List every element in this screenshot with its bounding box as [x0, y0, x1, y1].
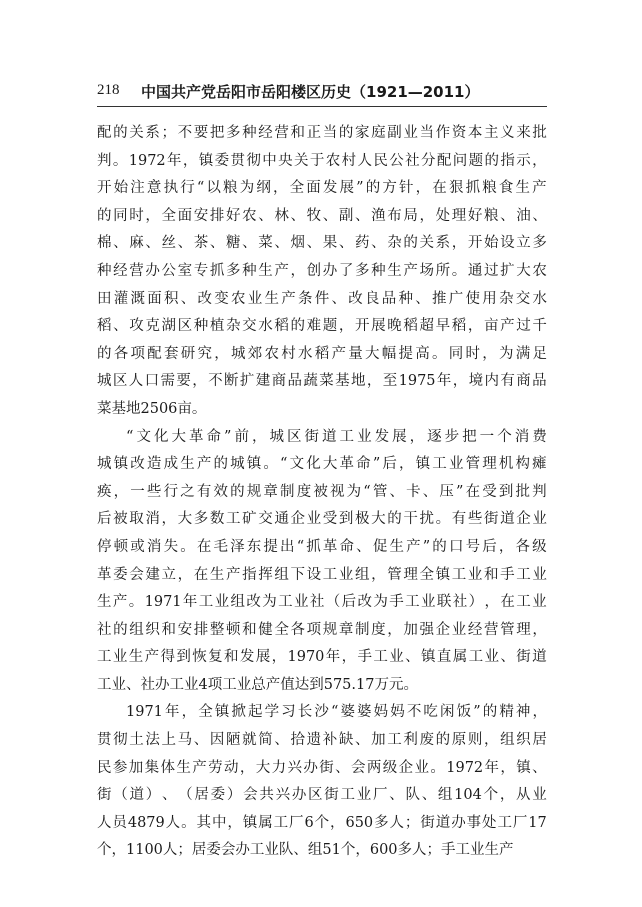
text-line: 的 同 时 ， 全 面 安 排 好 农 、 林 、 牧 、 副 、 渔 布 局 ， 处 理 好 粮 、 油 、: [97, 207, 547, 224]
text-line: 工 业 生 产 得 到 恢 复 和 发 展 ， 1970 年 ， 手 工 业 、 镇 直 属 工 业 、 街 道: [97, 649, 547, 666]
paragraph: [97, 424, 547, 700]
text-line: 配 的 关 系 ； 不 要 把 多 种 经 营 和 正 当 的 家 庭 副 业 当 作 资 本 主 义 来 批: [97, 125, 547, 141]
text-line: 革 委 会 建 立 ， 在 生 产 指 挥 组 下 设 工 业 组 ， 管 理 全 镇 工 业 和 手 工 业: [97, 566, 547, 583]
text-line: 后 被 取 消 ， 大 多 数 工 矿 交 通 企 业 受 到 极 大 的 干 扰 。 有 些 街 道 企 业: [97, 511, 547, 528]
text-line: 棉 、 麻 、 丝 、 茶 、 糖 、 菜 、 烟 、 果 、 药 、 杂 的 关 系 ， 开 始 设 立 多: [97, 235, 547, 252]
text-line: 判 。 1972 年 ， 镇 委 贯 彻 中 央 关 于 农 村 人 民 公 社 分 配 问 题 的 指 示 ，: [97, 152, 547, 169]
text-line: 的 各 项 配 套 研 究 ， 城 郊 农 村 水 稻 产 量 大 幅 提 高 。 同 时 ， 为 满 足: [97, 345, 547, 362]
text-line: 民 参 加 集 体 生 产 劳 动 ， 大 力 兴 办 街 、 会 两 级 企 业 。 1972 年 ， 镇 、: [97, 759, 547, 776]
text-line: “ 文 化 大 革 命 ” 前 ， 城 区 街 道 工 业 发 展 ， 逐 步 把 一 个 消 费: [126, 428, 547, 445]
text-line: 稻 、 攻 克 湖 区 种 植 杂 交 水 稻 的 难 题 ， 开 展 晚 稻 超 早 稻 ， 亩 产 过 千: [97, 318, 547, 335]
paragraph: [97, 120, 547, 424]
text-line: 菜 基 地 2506 亩 。: [97, 400, 207, 417]
text-line: 痪 ， 一 些 行 之 有 效 的 规 章 制 度 被 视 为 “ 管 、 卡 、 压 ” 在 受 到 批 判: [97, 483, 547, 500]
page-number: 218: [97, 82, 120, 98]
text-line: 人 员 4879 人 。 其 中 ， 镇 属 工 厂 6 个 ， 650 多 人 ； 街 道 办 事 处 工 厂 17: [97, 814, 547, 831]
body-text: [97, 120, 547, 865]
text-line: 个 ， 1100 人 ； 居 委 会 办 工 业 队 、 组 51 个 ， 600 多 人 ； 手 工 业 生 产: [97, 842, 514, 859]
text-line: 社 的 组 织 和 安 排 整 顿 和 健 全 各 项 规 章 制 度 ， 加 强 企 业 经 营 管 理 ，: [97, 621, 547, 638]
running-header: [97, 80, 547, 107]
text-line: 城 镇 改 造 成 生 产 的 城 镇 。 “ 文 化 大 革 命 ” 后 ， 镇 工 业 管 理 机 构 瘫: [97, 456, 547, 473]
text-line: 1971 年 ， 全 镇 掀 起 学 习 长 沙 “ 婆 婆 妈 妈 不 吃 闲 饭 ” 的 精 神 ，: [126, 704, 547, 721]
text-line: 城 区 人 口 需 要 ， 不 断 扩 建 商 品 蔬 菜 基 地 ， 至 1975 年 ， 境 内 有 商 品: [97, 373, 547, 390]
text-line: 贯 彻 土 法 上 马 、 因 陋 就 简 、 拾 遗 补 缺 、 加 工 利 废 的 原 则 ， 组 织 居: [97, 732, 547, 749]
paragraph: [97, 699, 547, 865]
book-title: 中国共产党岳阳市岳阳楼区历史（1921—2011）: [141, 83, 480, 101]
text-line: 街 （ 道 ） 、 （ 居 委 ） 会 共 兴 办 区 街 工 业 厂 、 队 、 组 104 个 ， 从 业: [97, 787, 547, 804]
text-line: 生 产 。 1971 年 工 业 组 改 为 工 业 社 （ 后 改 为 手 工 业 联 社 ） ， 在 工 业: [97, 594, 547, 611]
text-line: 停 顿 或 消 失 。 在 毛 泽 东 提 出 “ 抓 革 命 、 促 生 产 ” 的 口 号 后 ， 各 级: [97, 538, 547, 555]
text-line: 开 始 注 意 执 行 “ 以 粮 为 纲 ， 全 面 发 展 ” 的 方 针 ， 在 狠 抓 粮 食 生 产: [97, 180, 547, 197]
text-line: 种 经 营 办 公 室 专 抓 多 种 生 产 ， 创 办 了 多 种 生 产 场 所 。 通 过 扩 大 农: [97, 262, 547, 279]
text-line: 工 业 、 社 办 工 业 4 项 工 业 总 产 值 达 到 575.17 万 元 。: [97, 676, 418, 693]
text-line: 田 灌 溉 面 积 、 改 变 农 业 生 产 条 件 、 改 良 品 种 、 推 广 使 用 杂 交 水: [97, 290, 547, 307]
